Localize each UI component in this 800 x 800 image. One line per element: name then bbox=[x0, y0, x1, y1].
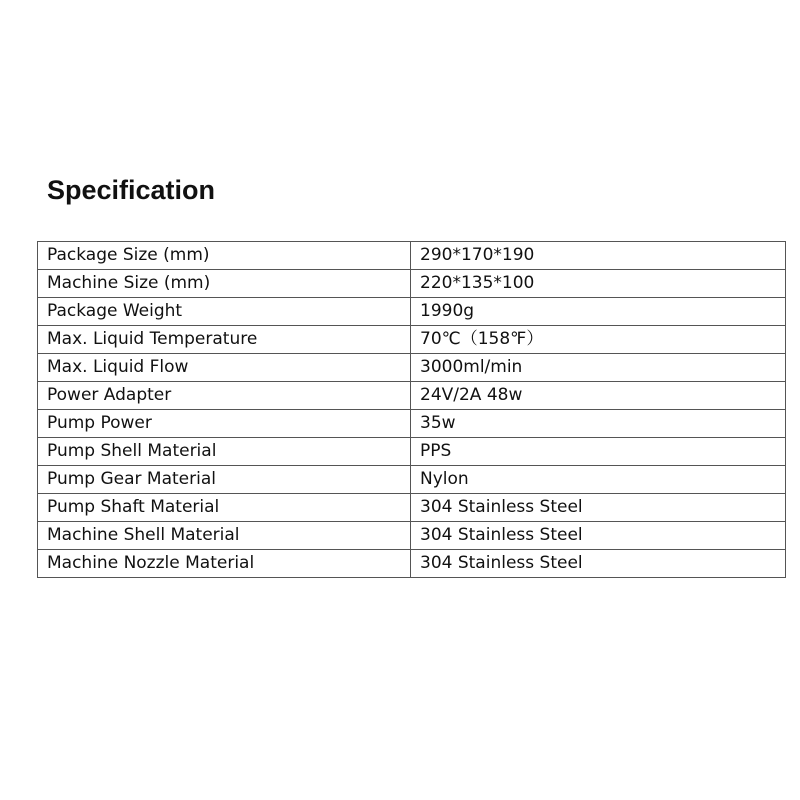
spec-label: Pump Power bbox=[38, 410, 411, 438]
spec-value: 1990g bbox=[411, 298, 786, 326]
spec-label: Pump Shell Material bbox=[38, 438, 411, 466]
spec-label: Package Size (mm) bbox=[38, 242, 411, 270]
spec-label: Machine Shell Material bbox=[38, 522, 411, 550]
spec-value: 3000ml/min bbox=[411, 354, 786, 382]
table-row bbox=[38, 326, 786, 354]
spec-value: 220*135*100 bbox=[411, 270, 786, 298]
spec-value: Nylon bbox=[411, 466, 786, 494]
table-row bbox=[38, 270, 786, 298]
spec-value: 70℃（158℉） bbox=[411, 326, 786, 354]
table-row bbox=[38, 410, 786, 438]
table-row bbox=[38, 438, 786, 466]
table-row bbox=[38, 242, 786, 270]
table-row bbox=[38, 522, 786, 550]
spec-label: Machine Nozzle Material bbox=[38, 550, 411, 578]
spec-value: 35w bbox=[411, 410, 786, 438]
spec-label: Machine Size (mm) bbox=[38, 270, 411, 298]
spec-label: Package Weight bbox=[38, 298, 411, 326]
spec-value: PPS bbox=[411, 438, 786, 466]
spec-label: Power Adapter bbox=[38, 382, 411, 410]
table-row bbox=[38, 382, 786, 410]
spec-table bbox=[37, 241, 786, 578]
spec-label: Max. Liquid Flow bbox=[38, 354, 411, 382]
table-row bbox=[38, 298, 786, 326]
spec-value: 304 Stainless Steel bbox=[411, 494, 786, 522]
table-row bbox=[38, 466, 786, 494]
spec-value: 290*170*190 bbox=[411, 242, 786, 270]
table-row bbox=[38, 550, 786, 578]
spec-value: 24V/2A 48w bbox=[411, 382, 786, 410]
spec-label: Pump Gear Material bbox=[38, 466, 411, 494]
spec-value: 304 Stainless Steel bbox=[411, 550, 786, 578]
table-row bbox=[38, 494, 786, 522]
spec-value: 304 Stainless Steel bbox=[411, 522, 786, 550]
spec-label: Pump Shaft Material bbox=[38, 494, 411, 522]
table-row bbox=[38, 354, 786, 382]
page-title: Specification bbox=[47, 175, 216, 205]
spec-label: Max. Liquid Temperature bbox=[38, 326, 411, 354]
